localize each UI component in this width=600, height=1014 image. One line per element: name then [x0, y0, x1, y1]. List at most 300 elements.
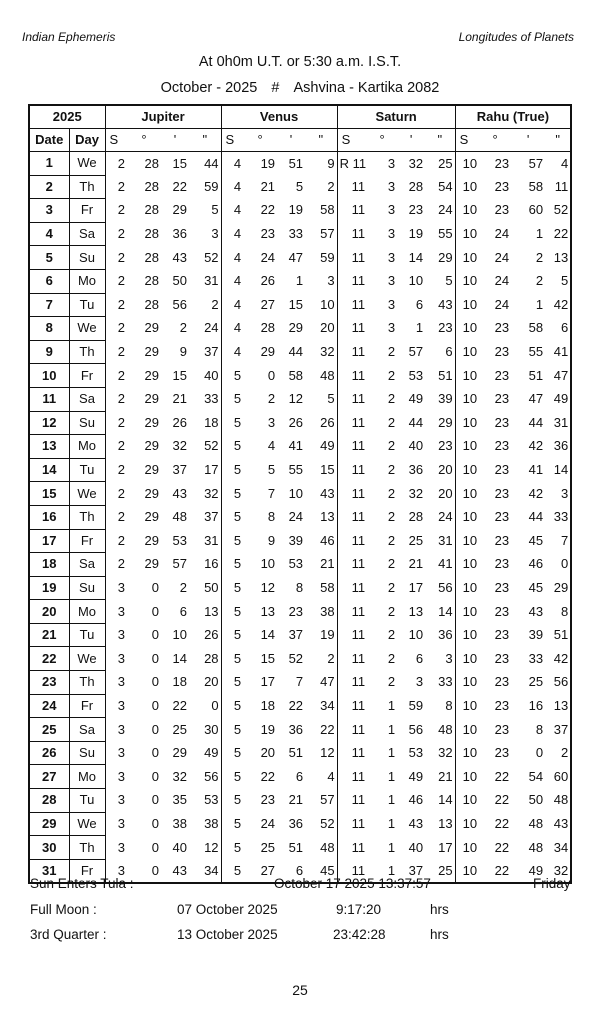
rahu-sign-cell: 10	[462, 438, 478, 454]
sun-enters-datetime: October 17 2025 13:37:57	[274, 876, 431, 891]
rahu-degree-cell: 23	[494, 202, 510, 218]
date-cell: 10	[29, 364, 69, 388]
saturn-degree-cell: 1	[387, 768, 396, 784]
venus-second-cell: 58	[305, 199, 337, 223]
table-row	[29, 411, 571, 435]
date-cell: 5	[29, 246, 69, 270]
venus-degree-cell: 7	[267, 485, 276, 501]
jupiter-second-cell: 59	[189, 175, 221, 199]
jupiter-sign-cell: 3	[117, 745, 126, 761]
table-row	[29, 671, 571, 695]
jupiter-degree-cell: 0	[151, 815, 160, 831]
jupiter-sign-cell: 3	[117, 721, 126, 737]
rahu-second-cell: 51	[553, 627, 569, 643]
saturn-second-cell: 20	[425, 458, 455, 482]
day-cell: Th	[69, 836, 105, 860]
table-row	[29, 199, 571, 223]
rahu-degree-cell: 22	[494, 792, 510, 808]
rahu-minute-cell: 45	[528, 579, 544, 595]
jupiter-sign-cell: 2	[117, 438, 126, 454]
saturn-sign-cell: 11	[351, 178, 366, 194]
saturn-minute-cell: 49	[408, 391, 424, 407]
venus-minute-cell: 19	[288, 202, 304, 218]
date-cell: 18	[29, 553, 69, 577]
jupiter-minute-cell: 57	[172, 556, 188, 572]
jupiter-minute-cell: 18	[172, 674, 188, 690]
saturn-degree-cell: 2	[387, 462, 396, 478]
saturn-sign-cell: 11	[351, 792, 366, 808]
jupiter-second-cell: 44	[189, 152, 221, 176]
day-cell: We	[69, 482, 105, 506]
rahu-degree-cell: 23	[494, 344, 510, 360]
saturn-sign-cell: 11	[351, 603, 366, 619]
saturn-second-cell: 21	[425, 765, 455, 789]
jupiter-degree-cell: 28	[144, 202, 160, 218]
day-cell: Tu	[69, 293, 105, 317]
saturn-degree-cell: 2	[387, 485, 396, 501]
year-header: 2025	[29, 105, 105, 129]
venus-minute-cell: 7	[295, 674, 304, 690]
venus-second-cell: 20	[305, 317, 337, 341]
jupiter-second-cell: 16	[189, 553, 221, 577]
saturn-second-cell: 8	[425, 694, 455, 718]
day-cell: Sa	[69, 387, 105, 411]
table-row	[29, 836, 571, 860]
rahu-sign-cell: 10	[462, 815, 478, 831]
jupiter-second-cell: 18	[189, 411, 221, 435]
rahu-degree-cell: 23	[494, 579, 510, 595]
rahu-second-cell: 60	[553, 768, 569, 784]
running-header-right: Longitudes of Planets	[458, 30, 574, 44]
venus-sign-cell: 5	[233, 792, 242, 808]
jupiter-minute-cell: 22	[172, 178, 188, 194]
venus-second-cell: 5	[305, 387, 337, 411]
rahu-second-cell: 7	[560, 532, 569, 548]
jupiter-header: Jupiter	[105, 105, 221, 129]
rahu-degree-cell: 22	[494, 768, 510, 784]
table-row	[29, 387, 571, 411]
table-row	[29, 435, 571, 459]
rahu-second-cell: 5	[560, 273, 569, 289]
venus-degree-cell: 5	[267, 462, 276, 478]
jupiter-minute-cell: 38	[172, 815, 188, 831]
running-header-left: Indian Ephemeris	[22, 30, 116, 44]
jupiter-degree-cell: 0	[151, 862, 160, 878]
day-cell: Sa	[69, 222, 105, 246]
third-quarter-unit: hrs	[430, 927, 449, 942]
venus-sign-header: S	[221, 129, 243, 152]
jupiter-sign-cell: 3	[117, 768, 126, 784]
jupiter-degree-cell: 29	[144, 462, 160, 478]
jupiter-minute-cell: 53	[172, 532, 188, 548]
rahu-second-cell: 22	[553, 226, 569, 242]
saturn-second-cell: 56	[425, 576, 455, 600]
table-row	[29, 364, 571, 388]
table-row	[29, 576, 571, 600]
rahu-minute-cell: 49	[528, 862, 544, 878]
rahu-second-cell: 29	[553, 579, 569, 595]
saturn-minute-cell: 37	[408, 862, 424, 878]
saturn-minute-cell: 46	[408, 792, 424, 808]
saturn-minute-cell: 40	[408, 438, 424, 454]
jupiter-second-cell: 50	[189, 576, 221, 600]
saturn-minute-cell: 1	[415, 320, 424, 336]
jupiter-sign-cell: 2	[117, 178, 126, 194]
jupiter-minute-cell: 43	[172, 862, 188, 878]
venus-minute-cell: 12	[288, 391, 304, 407]
jupiter-second-cell: 20	[189, 671, 221, 695]
saturn-sign-cell: 11	[351, 815, 366, 831]
date-cell: 9	[29, 340, 69, 364]
saturn-degree-cell: 1	[387, 792, 396, 808]
rahu-minute-cell: 42	[528, 485, 544, 501]
jupiter-degree-cell: 0	[151, 745, 160, 761]
venus-minute-cell: 51	[288, 745, 304, 761]
saturn-minute-cell: 17	[408, 579, 424, 595]
jupiter-sign-cell: 2	[117, 273, 126, 289]
venus-degree-cell: 24	[260, 815, 276, 831]
day-cell: Su	[69, 741, 105, 765]
date-cell: 6	[29, 269, 69, 293]
jupiter-degree-cell: 0	[151, 603, 160, 619]
day-cell: Fr	[69, 364, 105, 388]
saturn-degree-cell: 2	[387, 556, 396, 572]
venus-sign-cell: 5	[233, 815, 242, 831]
rahu-sign-cell: 10	[462, 391, 478, 407]
table-row	[29, 623, 571, 647]
saturn-minute-cell: 10	[408, 273, 424, 289]
page-number: 25	[292, 982, 308, 998]
jupiter-second-cell: 33	[189, 387, 221, 411]
saturn-minute-cell: 28	[408, 178, 424, 194]
venus-second-cell: 15	[305, 458, 337, 482]
rahu-minute-cell: 55	[528, 344, 544, 360]
saturn-sign-cell: 11	[351, 556, 366, 572]
jupiter-sign-cell: 3	[117, 792, 126, 808]
jupiter-degree-cell: 0	[151, 792, 160, 808]
venus-degree-cell: 17	[260, 674, 276, 690]
venus-second-cell: 12	[305, 741, 337, 765]
day-cell: Su	[69, 246, 105, 270]
rahu-sign-cell: 10	[462, 155, 478, 171]
rahu-second-cell: 37	[553, 721, 569, 737]
date-cell: 21	[29, 623, 69, 647]
venus-minute-cell: 33	[288, 226, 304, 242]
day-cell: Mo	[69, 765, 105, 789]
venus-sign-cell: 5	[233, 509, 242, 525]
venus-sign-cell: 5	[233, 391, 242, 407]
saturn-sign-cell: 11	[351, 532, 366, 548]
venus-minute-cell: 44	[288, 344, 304, 360]
hash-symbol: #	[271, 80, 280, 96]
rahu-second-header: "	[545, 129, 571, 152]
venus-minute-cell: 21	[288, 792, 304, 808]
table-row	[29, 694, 571, 718]
rahu-minute-header: '	[511, 129, 545, 152]
venus-second-cell: 57	[305, 789, 337, 813]
venus-minute-cell: 41	[288, 438, 304, 454]
saturn-sign-cell: 11	[351, 320, 366, 336]
jupiter-second-cell: 37	[189, 505, 221, 529]
saturn-minute-cell: 49	[408, 768, 424, 784]
table-row	[29, 529, 571, 553]
rahu-degree-cell: 23	[494, 532, 510, 548]
venus-degree-cell: 18	[260, 697, 276, 713]
rahu-sign-cell: 10	[462, 485, 478, 501]
venus-minute-cell: 39	[288, 532, 304, 548]
rahu-sign-cell: 10	[462, 768, 478, 784]
venus-minute-cell: 58	[288, 367, 304, 383]
rahu-minute-cell: 46	[528, 556, 544, 572]
jupiter-second-cell: 2	[189, 293, 221, 317]
jupiter-sign-cell: 2	[117, 367, 126, 383]
saturn-sign-cell: 11	[351, 745, 366, 761]
rahu-degree-cell: 23	[494, 462, 510, 478]
rahu-minute-cell: 44	[528, 414, 544, 430]
venus-degree-cell: 28	[260, 320, 276, 336]
rahu-minute-cell: 1	[535, 296, 544, 312]
saturn-sign-cell: 11	[351, 627, 366, 643]
rahu-sign-cell: 10	[462, 627, 478, 643]
saturn-degree-cell: 1	[387, 745, 396, 761]
table-row	[29, 222, 571, 246]
saturn-degree-cell: 2	[387, 367, 396, 383]
saturn-degree-cell: 2	[387, 438, 396, 454]
saturn-minute-cell: 59	[408, 697, 424, 713]
venus-second-cell: 45	[305, 859, 337, 883]
jupiter-sign-cell: 2	[117, 249, 126, 265]
saturn-sign-cell: 11	[351, 273, 366, 289]
table-row	[29, 482, 571, 506]
jupiter-minute-cell: 40	[172, 839, 188, 855]
jupiter-degree-cell: 0	[151, 839, 160, 855]
saturn-second-cell: 33	[425, 671, 455, 695]
saturn-minute-cell: 28	[408, 509, 424, 525]
saturn-sign-cell: 11	[351, 650, 366, 666]
saturn-second-cell: 5	[425, 269, 455, 293]
jupiter-second-cell: 32	[189, 482, 221, 506]
venus-degree-cell: 24	[260, 249, 276, 265]
rahu-degree-cell: 24	[494, 226, 510, 242]
jupiter-minute-cell: 48	[172, 509, 188, 525]
jupiter-minute-cell: 56	[172, 296, 188, 312]
saturn-degree-cell: 3	[387, 178, 396, 194]
venus-minute-cell: 15	[288, 296, 304, 312]
rahu-second-cell: 0	[560, 556, 569, 572]
saturn-minute-cell: 6	[415, 650, 424, 666]
venus-minute-cell: 36	[288, 815, 304, 831]
saturn-degree-cell: 3	[387, 249, 396, 265]
jupiter-sign-cell: 2	[117, 462, 126, 478]
venus-second-cell: 49	[305, 435, 337, 459]
rahu-degree-cell: 24	[494, 249, 510, 265]
venus-minute-cell: 36	[288, 721, 304, 737]
saturn-sign-cell: 11	[351, 296, 366, 312]
jupiter-minute-cell: 32	[172, 768, 188, 784]
venus-minute-cell: 10	[288, 485, 304, 501]
rahu-minute-cell: 58	[528, 178, 544, 194]
venus-sign-cell: 5	[233, 603, 242, 619]
venus-second-cell: 59	[305, 246, 337, 270]
rahu-second-cell: 43	[553, 815, 569, 831]
jupiter-minute-cell: 14	[172, 650, 188, 666]
saturn-sign-cell: 11	[351, 485, 366, 501]
saturn-second-cell: 48	[425, 718, 455, 742]
venus-sign-cell: 5	[233, 438, 242, 454]
venus-sign-cell: 5	[233, 367, 242, 383]
rahu-degree-cell: 23	[494, 674, 510, 690]
venus-sign-cell: 4	[233, 273, 242, 289]
rahu-sign-cell: 10	[462, 839, 478, 855]
saturn-degree-cell: 1	[387, 839, 396, 855]
jupiter-minute-cell: 9	[179, 344, 188, 360]
saturn-minute-cell: 32	[408, 485, 424, 501]
table-row	[29, 600, 571, 624]
table-row	[29, 647, 571, 671]
jupiter-minute-cell: 35	[172, 792, 188, 808]
date-cell: 1	[29, 152, 69, 176]
jupiter-minute-cell: 43	[172, 249, 188, 265]
rahu-degree-cell: 23	[494, 721, 510, 737]
saturn-degree-cell: 1	[387, 815, 396, 831]
jupiter-minute-cell: 26	[172, 414, 188, 430]
jupiter-second-cell: 53	[189, 789, 221, 813]
venus-sign-cell: 4	[233, 202, 242, 218]
jupiter-minute-cell: 29	[172, 202, 188, 218]
jupiter-degree-cell: 28	[144, 178, 160, 194]
date-cell: 3	[29, 199, 69, 223]
rahu-second-cell: 6	[560, 320, 569, 336]
venus-degree-cell: 3	[267, 414, 276, 430]
jupiter-degree-cell: 0	[151, 697, 160, 713]
jupiter-minute-cell: 32	[172, 438, 188, 454]
venus-degree-cell: 22	[260, 202, 276, 218]
saturn-second-cell: 51	[425, 364, 455, 388]
rahu-second-cell: 11	[554, 178, 569, 194]
saturn-sign-cell: 11	[351, 344, 366, 360]
jupiter-sign-cell: 3	[117, 674, 126, 690]
rahu-degree-cell: 23	[494, 650, 510, 666]
saturn-second-cell: 29	[425, 411, 455, 435]
saturn-minute-cell: 3	[415, 674, 424, 690]
jupiter-degree-cell: 29	[144, 556, 160, 572]
day-cell: Mo	[69, 269, 105, 293]
venus-sign-cell: 5	[233, 674, 242, 690]
venus-minute-cell: 6	[295, 862, 304, 878]
saturn-minute-cell: 56	[408, 721, 424, 737]
venus-degree-cell: 29	[260, 344, 276, 360]
venus-second-cell: 38	[305, 600, 337, 624]
day-header: Day	[69, 129, 105, 152]
venus-minute-cell: 47	[288, 249, 304, 265]
saturn-second-cell: 43	[425, 293, 455, 317]
saturn-minute-cell: 10	[408, 627, 424, 643]
saturn-degree-cell: 2	[387, 532, 396, 548]
jupiter-minute-cell: 50	[172, 273, 188, 289]
rahu-minute-cell: 57	[528, 155, 544, 171]
jupiter-second-cell: 0	[189, 694, 221, 718]
rahu-degree-cell: 23	[494, 178, 510, 194]
jupiter-sign-header: S	[105, 129, 127, 152]
rahu-sign-cell: 10	[462, 792, 478, 808]
venus-degree-cell: 26	[260, 273, 276, 289]
jupiter-second-cell: 5	[189, 199, 221, 223]
rahu-minute-cell: 16	[528, 697, 544, 713]
venus-header: Venus	[221, 105, 337, 129]
jupiter-second-cell: 24	[189, 317, 221, 341]
date-cell: 12	[29, 411, 69, 435]
jupiter-second-cell: 28	[189, 647, 221, 671]
venus-sign-cell: 4	[233, 296, 242, 312]
day-cell: Tu	[69, 789, 105, 813]
saturn-second-cell: 6	[425, 340, 455, 364]
rahu-minute-cell: 41	[528, 462, 544, 478]
sun-enters-label: Sun Enters Tula :	[30, 876, 134, 891]
saturn-second-header: "	[425, 129, 455, 152]
venus-degree-cell: 15	[260, 650, 276, 666]
venus-sign-cell: 4	[233, 344, 242, 360]
jupiter-sign-cell: 2	[117, 202, 126, 218]
rahu-sign-cell: 10	[462, 226, 478, 242]
saturn-second-cell: 39	[425, 387, 455, 411]
rahu-degree-cell: 23	[494, 509, 510, 525]
venus-second-cell: 10	[305, 293, 337, 317]
rahu-second-cell: 49	[553, 391, 569, 407]
venus-sign-cell: 5	[233, 462, 242, 478]
venus-second-cell: 4	[305, 765, 337, 789]
venus-degree-cell: 19	[260, 155, 276, 171]
venus-second-cell: 13	[305, 505, 337, 529]
day-cell: We	[69, 152, 105, 176]
jupiter-sign-cell: 2	[117, 391, 126, 407]
jupiter-second-cell: 37	[189, 340, 221, 364]
jupiter-degree-cell: 0	[151, 768, 160, 784]
table-row	[29, 269, 571, 293]
venus-degree-cell: 2	[267, 391, 276, 407]
jupiter-minute-cell: 10	[172, 627, 188, 643]
venus-sign-cell: 5	[233, 532, 242, 548]
page-subtitle	[0, 80, 600, 96]
venus-degree-cell: 25	[260, 839, 276, 855]
date-cell: 2	[29, 175, 69, 199]
venus-sign-cell: 4	[233, 249, 242, 265]
saturn-degree-cell: 1	[387, 721, 396, 737]
jupiter-sign-cell: 2	[117, 509, 126, 525]
venus-minute-cell: 29	[288, 320, 304, 336]
rahu-degree-cell: 23	[494, 414, 510, 430]
jupiter-degree-cell: 28	[144, 249, 160, 265]
table-row	[29, 789, 571, 813]
venus-second-cell: 22	[305, 718, 337, 742]
day-cell: Fr	[69, 199, 105, 223]
date-cell: 15	[29, 482, 69, 506]
venus-minute-cell: 26	[288, 414, 304, 430]
saturn-second-cell: 24	[425, 199, 455, 223]
rahu-sign-cell: 10	[462, 745, 478, 761]
jupiter-second-cell: 17	[189, 458, 221, 482]
day-cell: Mo	[69, 435, 105, 459]
rahu-degree-cell: 22	[494, 862, 510, 878]
saturn-degree-cell: 3	[387, 320, 396, 336]
saturn-second-cell: 13	[425, 812, 455, 836]
saturn-second-cell: 23	[425, 317, 455, 341]
table-row	[29, 340, 571, 364]
rahu-second-cell: 4	[560, 155, 569, 171]
jupiter-degree-cell: 29	[144, 367, 160, 383]
rahu-sign-cell: 10	[462, 367, 478, 383]
jupiter-sign-cell: 3	[117, 627, 126, 643]
venus-minute-cell: 23	[288, 603, 304, 619]
